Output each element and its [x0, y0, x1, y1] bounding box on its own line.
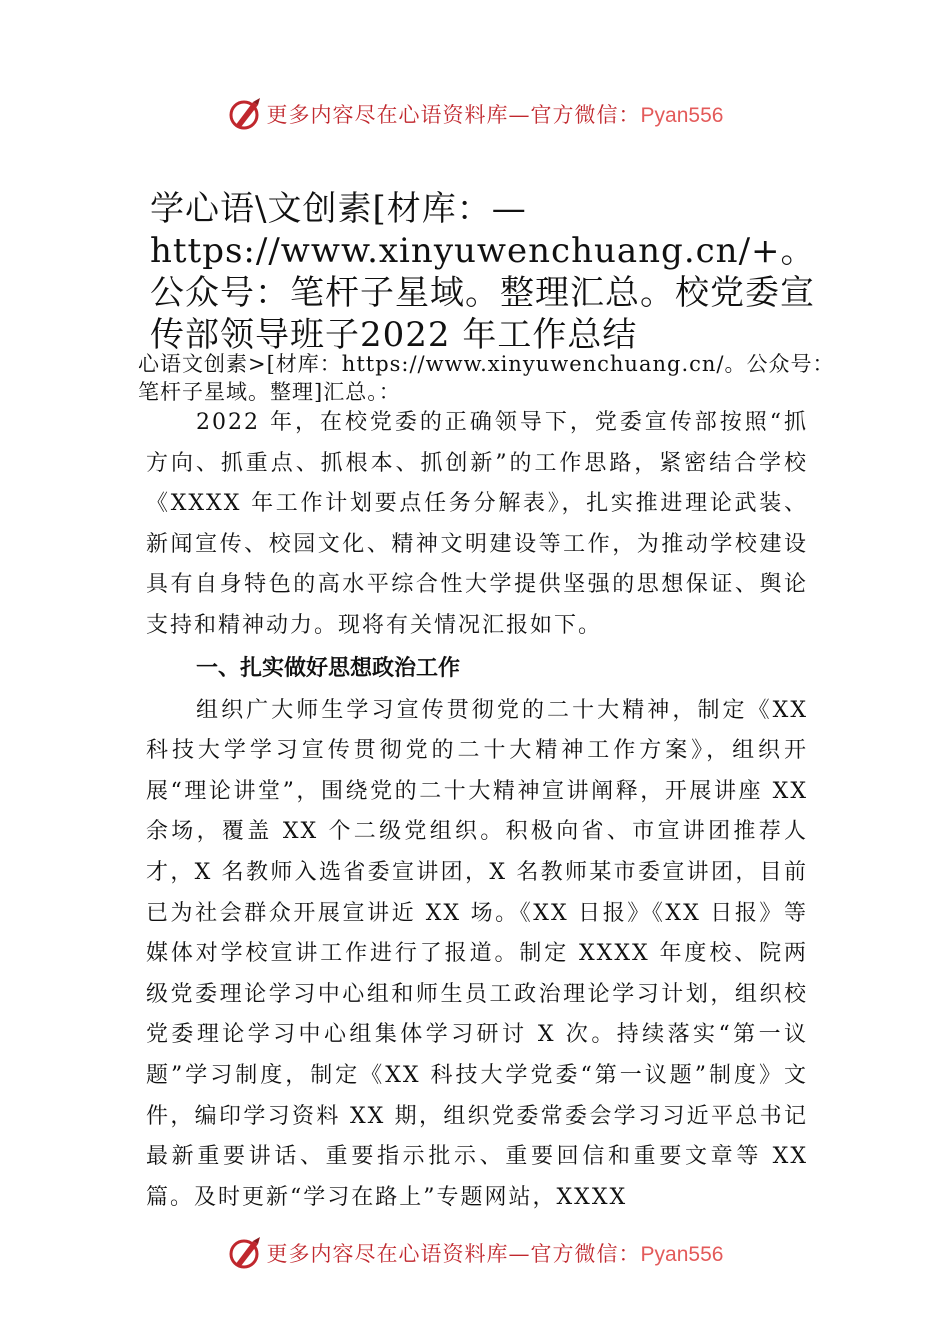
document-title: 学心语\文创素[材库：—https://www.xinyuwenchuang.cn/+。公众号：笔杆子星域。整理汇总。校党委宣传部领导班子2022 年工作总结	[150, 189, 816, 355]
intro-paragraph: 2022 年，在校党委的正确领导下，党委宣传部按照“抓方向、抓重点、抓根本、抓创新”的工作思路，紧密结合学校《XXXX 年工作计划要点任务分解表》，扎实推进理论武装、新闻宣传、校园文化、精神文明建设等工作，为推动学校建设具有自身特色的高水平综合性大学提供坚强的思想保证、舆论支持和精神动力。现将有关情况汇报如下。	[146, 410, 808, 638]
section-heading: 一、扎实做好思想政治工作	[196, 655, 461, 681]
document-subtitle: 心语文创素>[材库：https://www.xinyuwenchuang.cn/。公众号：笔杆子星域。整理]汇总。：	[138, 352, 835, 404]
wechat-id: Pyan556	[640, 1243, 724, 1266]
section-paragraph: 组织广大师生学习宣传贯彻党的二十大精神，制定《XX 科技大学学习宣传贯彻党的二十大精神工作方案》，组织开展“理论讲堂”，围绕党的二十大精神宣讲阐释，开展讲座 XX 余场，覆盖 XX 个二级党组织。积极向省、市宣讲团推荐人才，X 名教师入选省委宣讲团，X 名教师某市委宣讲团，目前已为社会群众开展宣讲近 XX 场。《XX 日报》《XX 日报》等媒体对学校宣讲工作进行了报道。制定 XXXX 年度校、院两级党委理论学习中心组和师生员工政治理论学习计划，组织校党委理论学习中心组集体学习研讨 X 次。持续落实“第一议题”学习制度，制定《XX 科技大学党委“第一议题”制度》文件，编印学习资料 XX 期，组织党委常委会学习习近平总书记最新重要讲话、重要指示批示、重要回信和重要文章等 XX 篇。及时更新“学习在路上”专题网站，XXXX	[146, 697, 808, 1210]
header-banner	[0, 94, 950, 134]
banner-text: 更多内容尽在心语资料库—官方微信：Pyan556	[266, 1242, 724, 1266]
quill-pen-logo-icon	[227, 96, 263, 132]
wechat-id: Pyan556	[640, 104, 724, 127]
footer-banner	[0, 1233, 950, 1273]
quill-pen-logo-icon	[227, 1235, 263, 1271]
banner-text: 更多内容尽在心语资料库—官方微信：Pyan556	[266, 103, 724, 127]
document-body	[146, 403, 808, 1218]
